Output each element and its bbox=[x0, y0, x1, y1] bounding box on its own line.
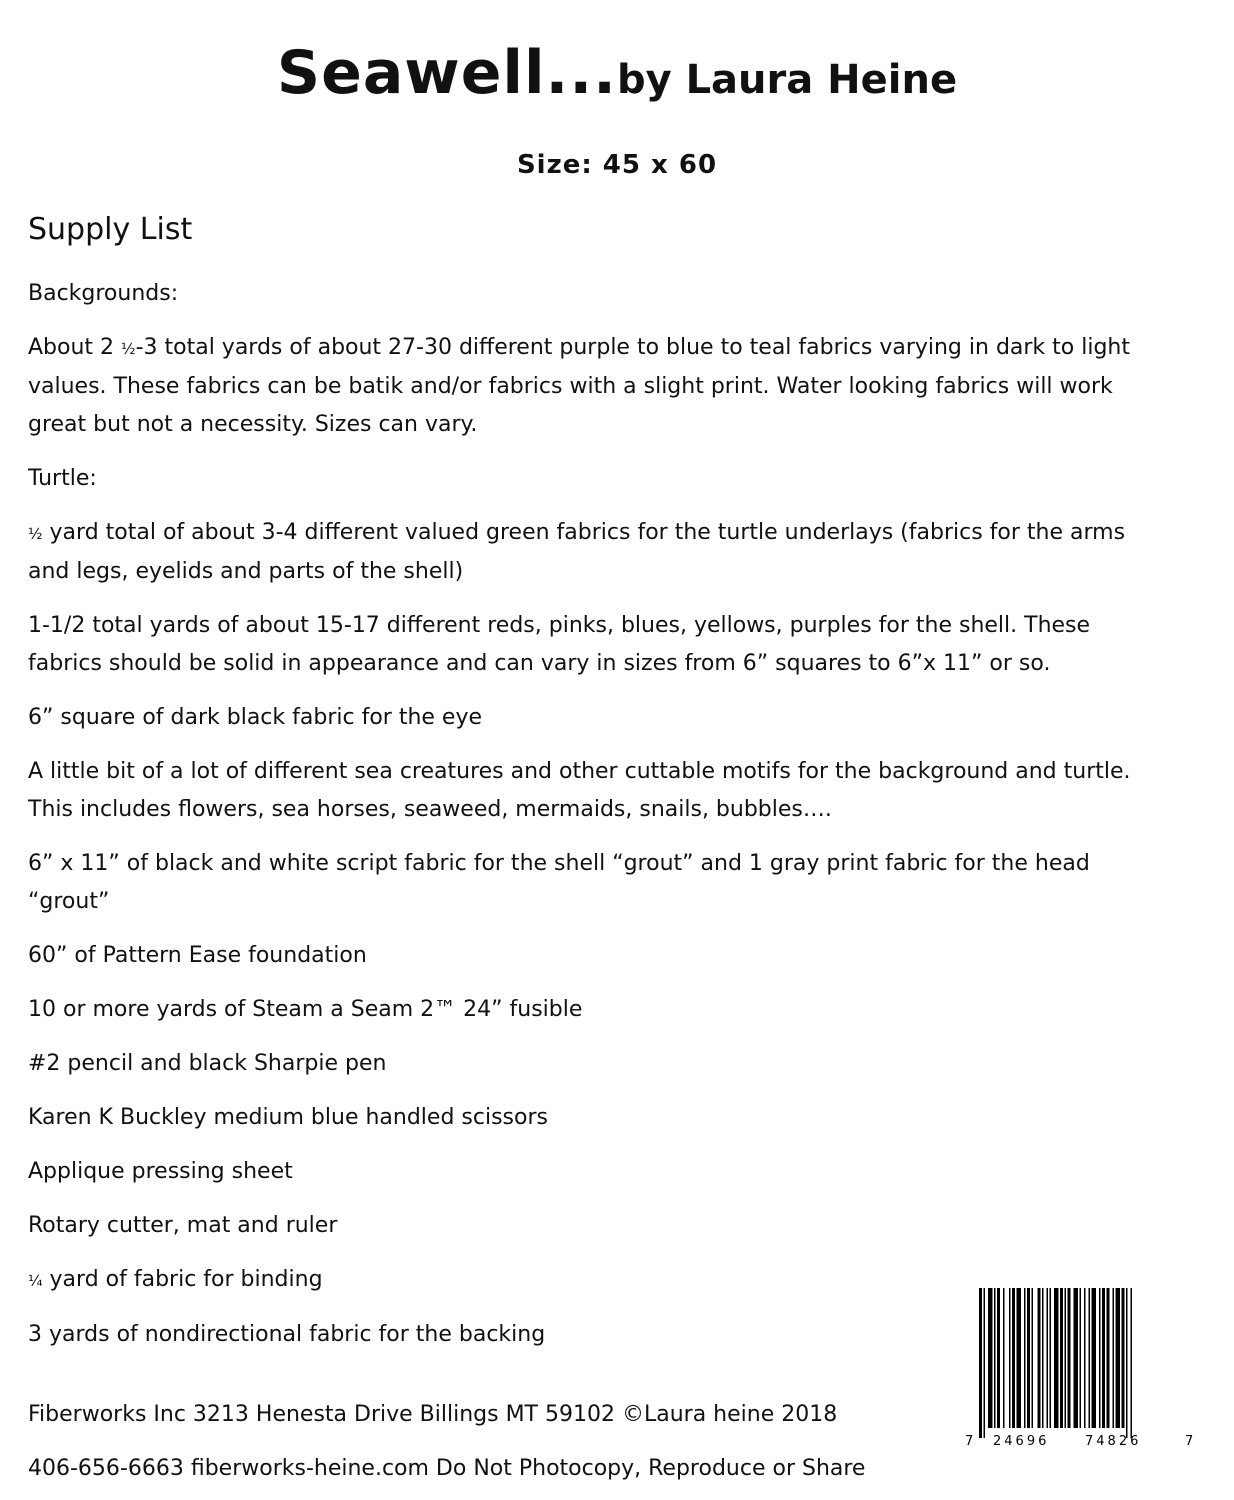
barcode-bars bbox=[979, 1288, 1132, 1438]
barcode bbox=[965, 1288, 1195, 1448]
barcode-bar bbox=[1084, 1288, 1086, 1428]
binding-fraction: ¼ bbox=[28, 1272, 43, 1290]
barcode-bar bbox=[994, 1288, 996, 1428]
barcode-bar bbox=[1009, 1288, 1011, 1428]
footer-contact: 406-656-6663 fiberworks-heine.com Do Not Photocopy, Reproduce or Share bbox=[28, 1456, 866, 1481]
pencil-item: #2 pencil and black Sharpie pen bbox=[28, 1051, 387, 1076]
supply-list-heading: Supply List bbox=[28, 212, 193, 247]
barcode-bar bbox=[988, 1288, 993, 1428]
barcode-bar bbox=[1024, 1288, 1026, 1428]
rotary-item: Rotary cutter, mat and ruler bbox=[28, 1213, 338, 1238]
turtle-underlay-item bbox=[28, 514, 1168, 591]
title-author: by Laura Heine bbox=[616, 57, 958, 103]
barcode-bar bbox=[1099, 1288, 1101, 1428]
binding-text: yard of fabric for binding bbox=[42, 1267, 323, 1292]
barcode-bar bbox=[1047, 1288, 1049, 1428]
script-fabric-item: 6” x 11” of black and white script fabric for the shell “grout” and 1 gray print fabric for the head “grout” bbox=[28, 851, 1090, 914]
bg-text-pre: About 2 bbox=[28, 335, 122, 360]
barcode-bar bbox=[1116, 1288, 1121, 1428]
barcode-digits-group1: 24696 bbox=[993, 1434, 1050, 1448]
barcode-bar bbox=[1102, 1288, 1105, 1428]
quilt-size: Size: 45 x 60 bbox=[516, 150, 718, 180]
barcode-bar bbox=[1080, 1288, 1082, 1428]
barcode-bar bbox=[1068, 1288, 1071, 1428]
turtle-text: yard total of about 3-4 different valued green fabrics for the turtle underlays (fabrics for the arms and legs, eyelids and parts of the shell) bbox=[28, 520, 1126, 584]
barcode-bar bbox=[1038, 1288, 1041, 1428]
barcode-bar bbox=[1113, 1288, 1115, 1428]
foundation-item: 60” of Pattern Ease foundation bbox=[28, 943, 367, 968]
turtle-fraction: ½ bbox=[28, 525, 43, 543]
page-title bbox=[0, 38, 1234, 108]
barcode-bar bbox=[1012, 1288, 1015, 1428]
turtle-label: Turtle: bbox=[28, 466, 97, 491]
footer-address: Fiberworks Inc 3213 Henesta Drive Billings MT 59102 ©Laura heine 2018 bbox=[28, 1402, 838, 1427]
barcode-bar bbox=[1042, 1288, 1044, 1428]
barcode-bar bbox=[997, 1288, 1000, 1428]
shell-item: 1-1/2 total yards of about 15-17 different reds, pinks, blues, yellows, purples for the shell. These fabrics should be solid in appearance and can vary in sizes from 6” squares to 6”x 11” or so. bbox=[28, 613, 1091, 676]
barcode-bar bbox=[1050, 1288, 1052, 1428]
fusible-item: 10 or more yards of Steam a Seam 2™ 24” fusible bbox=[28, 997, 583, 1022]
barcode-bar bbox=[1074, 1288, 1079, 1428]
bg-fraction: ½ bbox=[121, 340, 136, 358]
barcode-bar bbox=[979, 1288, 982, 1438]
eye-item: 6” square of dark black fabric for the eye bbox=[28, 705, 483, 730]
barcode-bar bbox=[1092, 1288, 1097, 1428]
pressing-sheet-item: Applique pressing sheet bbox=[28, 1159, 293, 1184]
title-main: Seawell... bbox=[276, 38, 617, 108]
barcode-bar bbox=[1017, 1288, 1022, 1428]
barcode-bar bbox=[1107, 1288, 1110, 1428]
barcode-bar bbox=[1060, 1288, 1063, 1428]
barcode-digit-right: 7 bbox=[1185, 1434, 1194, 1448]
bg-text-post: -3 total yards of about 27-30 different purple to blue to teal fabrics varying in dark to light values. These fabrics can be batik and/or fabrics with a slight print. Water looking fabrics will work great but not a necessity. Sizes can vary. bbox=[28, 335, 1131, 437]
barcode-bar bbox=[1003, 1288, 1005, 1428]
barcode-bar bbox=[1027, 1288, 1030, 1428]
barcode-bar bbox=[1032, 1288, 1034, 1428]
backing-item: 3 yards of nondirectional fabric for the backing bbox=[28, 1322, 546, 1347]
supply-list bbox=[28, 275, 1168, 1370]
scissors-item: Karen K Buckley medium blue handled scissors bbox=[28, 1105, 548, 1130]
barcode-bar bbox=[984, 1288, 986, 1438]
barcode-bar bbox=[1054, 1288, 1059, 1428]
backgrounds-label: Backgrounds: bbox=[28, 281, 179, 306]
barcode-bar bbox=[1089, 1288, 1091, 1428]
barcode-bar bbox=[1131, 1288, 1133, 1438]
barcode-bar bbox=[1126, 1288, 1128, 1438]
backgrounds-item bbox=[28, 329, 1168, 444]
creatures-item: A little bit of a lot of different sea creatures and other cuttable motifs for the background and turtle. This includes flowers, sea horses, seaweed, mermaids, snails, bubbles…. bbox=[28, 759, 1131, 822]
barcode-bar bbox=[1065, 1288, 1067, 1428]
barcode-bar bbox=[1122, 1288, 1125, 1428]
barcode-digits-group2: 74826 bbox=[1085, 1434, 1142, 1448]
barcode-digit-left: 7 bbox=[965, 1434, 974, 1448]
